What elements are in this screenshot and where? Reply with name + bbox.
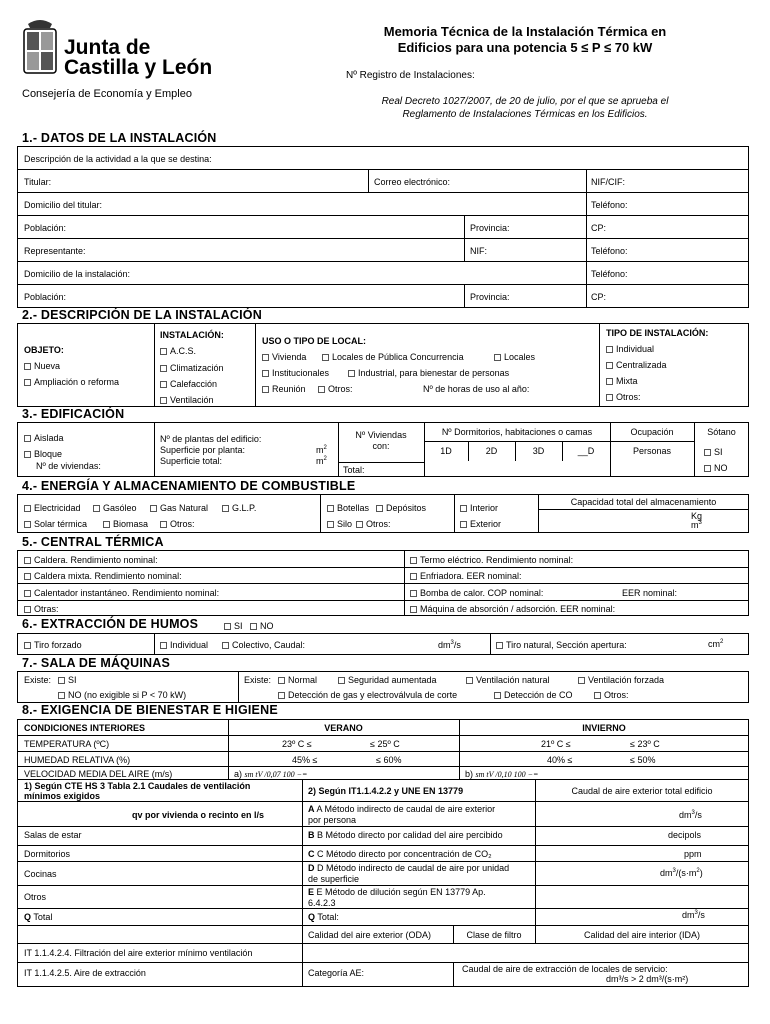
decree-1: Real Decreto 1027/2007, de 20 de julio, por el que se aprueba el: [381, 96, 669, 107]
col-3d: 3D: [532, 446, 545, 456]
org-name-2: Castilla y León: [64, 56, 213, 79]
bomba-checkbox[interactable]: Bomba de calor. COP nominal:: [410, 588, 543, 598]
cte-header-1: 1) Según CTE HS 3 Tabla 2.1 Caudales de ventilación: [24, 781, 251, 791]
existe-label-2: Existe:: [244, 675, 272, 685]
cp-field-2[interactable]: CP:: [591, 292, 607, 302]
unit-ppm: ppm: [684, 849, 702, 859]
gas-natural-checkbox[interactable]: Gas Natural: [150, 503, 208, 513]
gasoleo-checkbox[interactable]: Gasóleo: [93, 503, 137, 513]
temperatura-label: TEMPERATURA (ºC): [24, 739, 110, 749]
invierno-header: INVIERNO: [582, 723, 626, 733]
calefaccion-checkbox[interactable]: Calefacción: [160, 379, 217, 389]
humos-no-checkbox[interactable]: NO: [250, 621, 274, 631]
acs-checkbox[interactable]: A.C.S.: [160, 346, 196, 356]
humos-individual-checkbox[interactable]: Individual: [160, 640, 208, 650]
biomasa-checkbox[interactable]: Biomasa: [103, 519, 148, 529]
vent-natural-checkbox[interactable]: Ventilación natural: [466, 675, 550, 685]
locales-checkbox[interactable]: Locales: [494, 352, 535, 362]
viviendas-con-label-2: con:: [372, 441, 390, 451]
nif-cif-field[interactable]: NIF/CIF:: [591, 177, 625, 187]
doc-title-1: Memoria Técnica de la Instalación Térmica en: [383, 24, 667, 39]
metodo-e-2: 6.4.2.3: [308, 898, 336, 908]
section-6-table: [17, 633, 749, 655]
dormitorios-label: Dormitorios: [24, 849, 71, 859]
department: Consejería de Economía y Empleo: [22, 88, 192, 100]
climatizacion-checkbox[interactable]: Climatización: [160, 363, 224, 373]
ampliacion-checkbox[interactable]: Ampliación o reforma: [24, 377, 119, 387]
provincia-field-1[interactable]: Provincia:: [470, 223, 510, 233]
sup-total-field[interactable]: Superficie total:: [160, 456, 223, 466]
dormitorios-header: Nº Dormitorios, habitaciones o camas: [441, 427, 593, 437]
metodo-d-1: D D Método indirecto de caudal de aire por unidad: [308, 863, 510, 873]
section-1-title: 1.- DATOS DE LA INSTALACIÓN: [22, 131, 217, 145]
silo-checkbox[interactable]: Silo: [327, 519, 352, 529]
telefono-field-1[interactable]: Teléfono:: [591, 200, 628, 210]
vivienda-checkbox[interactable]: Vivienda: [262, 352, 306, 362]
personas-label: Personas: [632, 446, 672, 456]
sala-si-checkbox[interactable]: SI: [58, 675, 77, 685]
domicilio-titular-field[interactable]: Domicilio del titular:: [24, 200, 103, 210]
cte-header-2: mínimos exigidos: [24, 791, 101, 801]
sotano-no-checkbox[interactable]: NO: [704, 463, 728, 473]
unit-dm3s-a: $dm^3/s$: [679, 810, 702, 820]
institucionales-checkbox[interactable]: Institucionales: [262, 368, 329, 378]
sala-no-checkbox[interactable]: NO (no exigible si P < 70 kW): [58, 690, 186, 700]
seguridad-checkbox[interactable]: Seguridad aumentada: [338, 675, 437, 685]
salas-label: Salas de estar: [24, 830, 82, 840]
titular-field[interactable]: Titular:: [24, 177, 52, 187]
exterior-checkbox[interactable]: Exterior: [460, 519, 501, 529]
unit-dm3sm2: $dm^3/(s\cdot m^2)$: [660, 868, 703, 878]
botellas-checkbox[interactable]: Botellas: [327, 503, 369, 513]
termo-checkbox[interactable]: Termo eléctrico. Rendimiento nominal:: [410, 555, 573, 565]
cp-field-1[interactable]: CP:: [591, 223, 607, 233]
ventilacion-checkbox[interactable]: Ventilación: [160, 395, 214, 405]
aire-extraccion-label: IT 1.1.4.2.5. Aire de extracción: [24, 968, 146, 978]
mixta-checkbox[interactable]: Mixta: [606, 376, 638, 386]
section-2-title: 2.- DESCRIPCIÓN DE LA INSTALACIÓN: [22, 308, 262, 322]
industrial-checkbox[interactable]: Industrial, para bienestar de personas: [348, 368, 509, 378]
verano-header: VERANO: [324, 723, 363, 733]
section-6-title: 6.- EXTRACCIÓN DE HUMOS: [22, 617, 199, 631]
caudal-ext-header: Caudal de aire exterior total edificio: [571, 786, 713, 796]
q-total-right: Q Total:: [308, 912, 339, 922]
electricidad-checkbox[interactable]: Electricidad: [24, 503, 81, 513]
caudal-extr-2: dm³/s > 2 dm³/(s·m²): [606, 974, 689, 984]
tipo-label: TIPO DE INSTALACIÓN:: [606, 328, 709, 338]
doc-title-2: Edificios para una potencia 5 ≤ P ≤ 70 kW: [397, 40, 653, 55]
vent-forzada-checkbox[interactable]: Ventilación forzada: [578, 675, 664, 685]
otras-checkbox[interactable]: Otras:: [24, 604, 59, 614]
metodo-d-2: de superficie: [308, 874, 360, 884]
temp-verano-max: ≤ 25º C: [370, 739, 400, 749]
unit-decipols: decipols: [668, 830, 702, 840]
kg-unit: Kg: [691, 511, 703, 521]
qv-label: qv por vivienda o recinto en l/s: [132, 810, 265, 820]
representante-field[interactable]: Representante:: [24, 246, 86, 256]
sotano-si-checkbox[interactable]: SI: [704, 447, 723, 457]
solar-checkbox[interactable]: Solar térmica: [24, 519, 87, 529]
plantas-field[interactable]: Nº de plantas del edificio:: [160, 434, 262, 444]
metodo-a-1: A A Método indirecto de caudal de aire exterior: [308, 804, 496, 814]
locales-publica-checkbox[interactable]: Locales de Pública Concurrencia: [322, 352, 464, 362]
section-3-title: 3.- EDIFICACIÓN: [22, 407, 125, 421]
temp-invierno-max: ≤ 23º C: [630, 739, 660, 749]
domicilio-instalacion-field[interactable]: Domicilio de la instalación:: [24, 269, 131, 279]
deteccion-gas-checkbox[interactable]: Detección de gas y electroválvula de corte: [278, 690, 457, 700]
provincia-field-2[interactable]: Provincia:: [470, 292, 510, 302]
ocupacion-header: Ocupación: [630, 427, 674, 437]
caldera-checkbox[interactable]: Caldera. Rendimiento nominal:: [24, 555, 158, 565]
dm3s-unit: $dm^3/s$: [438, 640, 461, 650]
calidad-ext-label: Calidad del aire exterior (ODA): [308, 930, 432, 940]
hum-verano-max: ≤ 60%: [376, 755, 402, 765]
metodo-a-2: por persona: [308, 815, 357, 825]
m2-unit-1: $m^2$: [316, 445, 327, 455]
normal-checkbox[interactable]: Normal: [278, 675, 317, 685]
viviendas-con-label-1: Nº Viviendas: [355, 430, 407, 440]
caudal-extr-1: Caudal de aire de extracción de locales de servicio:: [462, 964, 668, 974]
otros-energia-checkbox[interactable]: Otros:: [160, 519, 195, 529]
unit-dm3s-total: $dm^3/s$: [682, 910, 705, 920]
humedad-label: HUMEDAD RELATIVA (%): [24, 755, 131, 765]
horas-uso-field[interactable]: Nº de horas de uso al año:: [423, 384, 530, 394]
colectivo-checkbox[interactable]: Colectivo, Caudal:: [222, 640, 305, 650]
descripcion-field[interactable]: Descripción de la actividad a la que se destina:: [24, 154, 212, 164]
maquina-checkbox[interactable]: Máquina de absorción / adsorción. EER nominal:: [410, 604, 615, 614]
org-name-1: Junta de: [64, 36, 151, 59]
deteccion-co-checkbox[interactable]: Detección de CO: [494, 690, 573, 700]
nueva-checkbox[interactable]: Nueva: [24, 361, 60, 371]
reunion-checkbox[interactable]: Reunión: [262, 384, 306, 394]
coat-of-arms-logo: [22, 16, 58, 80]
capacidad-header: Capacidad total del almacenamiento: [570, 497, 717, 507]
vel-invierno: b) sm tV /0,10 100 −=: [465, 769, 539, 779]
cm2-unit: $cm^2$: [708, 639, 724, 649]
section-4-title: 4.- ENERGÍA Y ALMACENAMIENTO DE COMBUSTIBLE: [22, 479, 356, 493]
cond-interiores-header: CONDICIONES INTERIORES: [24, 723, 146, 733]
centralizada-checkbox[interactable]: Centralizada: [606, 360, 667, 370]
glp-checkbox[interactable]: G.L.P.: [222, 503, 256, 513]
existe-label: Existe:: [24, 675, 52, 685]
temp-verano-min: 23º C ≤: [282, 739, 312, 749]
num-viviendas-field[interactable]: Nº de viviendas:: [36, 461, 101, 471]
bloque-checkbox[interactable]: Bloque: [24, 449, 62, 459]
it-header: 2) Según IT1.1.4.2.2 y UNE EN 13779: [308, 786, 464, 796]
categoria-ae-field[interactable]: Categoría AE:: [308, 968, 365, 978]
uso-label: USO O TIPO DE LOCAL:: [262, 336, 367, 346]
individual-checkbox[interactable]: Individual: [606, 344, 654, 354]
interior-checkbox[interactable]: Interior: [460, 503, 498, 513]
tiro-natural-checkbox[interactable]: Tiro natural, Sección apertura:: [496, 640, 627, 650]
sala-otros-checkbox[interactable]: Otros:: [594, 690, 629, 700]
vel-verano: a) sm tV /0,07 100 −=: [234, 769, 308, 779]
q-total-left: Q Total: [24, 912, 53, 922]
temp-invierno-min: 21º C ≤: [541, 739, 571, 749]
cocinas-label: Cocinas: [24, 869, 57, 879]
velocidad-label: VELOCIDAD MEDIA DEL AIRE (m/s): [24, 769, 173, 779]
otros-tipo-checkbox[interactable]: Otros:: [606, 392, 641, 402]
registro-label: Nº Registro de Instalaciones:: [346, 70, 475, 81]
nif-field[interactable]: NIF:: [470, 246, 487, 256]
otros-almac-checkbox[interactable]: Otros:: [356, 519, 391, 529]
metodo-b: B B Método directo por calidad del aire percibido: [308, 830, 503, 840]
poblacion-field-1[interactable]: Población:: [24, 223, 67, 233]
tiro-forzado-checkbox[interactable]: Tiro forzado: [24, 640, 82, 650]
m2-unit-2: $m^2$: [316, 456, 327, 466]
section-7-title: 7.- SALA DE MÁQUINAS: [22, 656, 170, 670]
correo-field[interactable]: Correo electrónico:: [374, 177, 451, 187]
hum-invierno-min: 40% ≤: [547, 755, 573, 765]
calidad-int-label: Calidad del aire interior (IDA): [583, 930, 701, 940]
enfriadora-checkbox[interactable]: Enfriadora. EER nominal:: [410, 571, 522, 581]
filtracion-label: IT 1.1.4.2.4. Filtración del aire exterior mínimo ventilación: [24, 948, 253, 958]
otros-label: Otros: [24, 892, 47, 902]
decree-2: Reglamento de Instalaciones Térmicas en los Edificios.: [402, 109, 648, 120]
section-8-title: 8.- EXIGENCIA DE BIENESTAR E HIGIENE: [22, 703, 278, 717]
humos-si-checkbox[interactable]: SI: [224, 621, 243, 631]
aislada-checkbox[interactable]: Aislada: [24, 433, 64, 443]
metodo-c: C C Método directo por concentración de CO₂: [308, 849, 492, 859]
eer-field[interactable]: EER nominal:: [622, 588, 678, 598]
sup-planta-field[interactable]: Superficie por planta:: [160, 445, 246, 455]
hum-verano-min: 45% ≤: [292, 755, 318, 765]
poblacion-field-2[interactable]: Población:: [24, 292, 67, 302]
objeto-label: OBJETO:: [24, 345, 64, 355]
telefono-field-3[interactable]: Teléfono:: [591, 269, 628, 279]
col-nd: __D: [577, 446, 595, 456]
calentador-checkbox[interactable]: Calentador instantáneo. Rendimiento nominal:: [24, 588, 219, 598]
col-2d: 2D: [485, 446, 498, 456]
sotano-header: Sótano: [707, 427, 736, 437]
telefono-field-2[interactable]: Teléfono:: [591, 246, 628, 256]
instalacion-label: INSTALACIÓN:: [160, 330, 224, 340]
caldera-mixta-checkbox[interactable]: Caldera mixta. Rendimiento nominal:: [24, 571, 182, 581]
depositos-checkbox[interactable]: Depósitos: [376, 503, 426, 513]
otros-uso-checkbox[interactable]: Otros:: [318, 384, 353, 394]
col-1d: 1D: [440, 446, 452, 456]
metodo-e-1: E E Método de dilución según EN 13779 Ap.: [308, 887, 486, 897]
total-viviendas-field[interactable]: Total:: [343, 465, 365, 475]
clase-filtro-label: Clase de filtro: [466, 930, 522, 940]
m3-unit: $m^3$: [691, 520, 702, 530]
section-5-title: 5.- CENTRAL TÉRMICA: [22, 535, 164, 549]
hum-invierno-max: ≤ 50%: [630, 755, 656, 765]
